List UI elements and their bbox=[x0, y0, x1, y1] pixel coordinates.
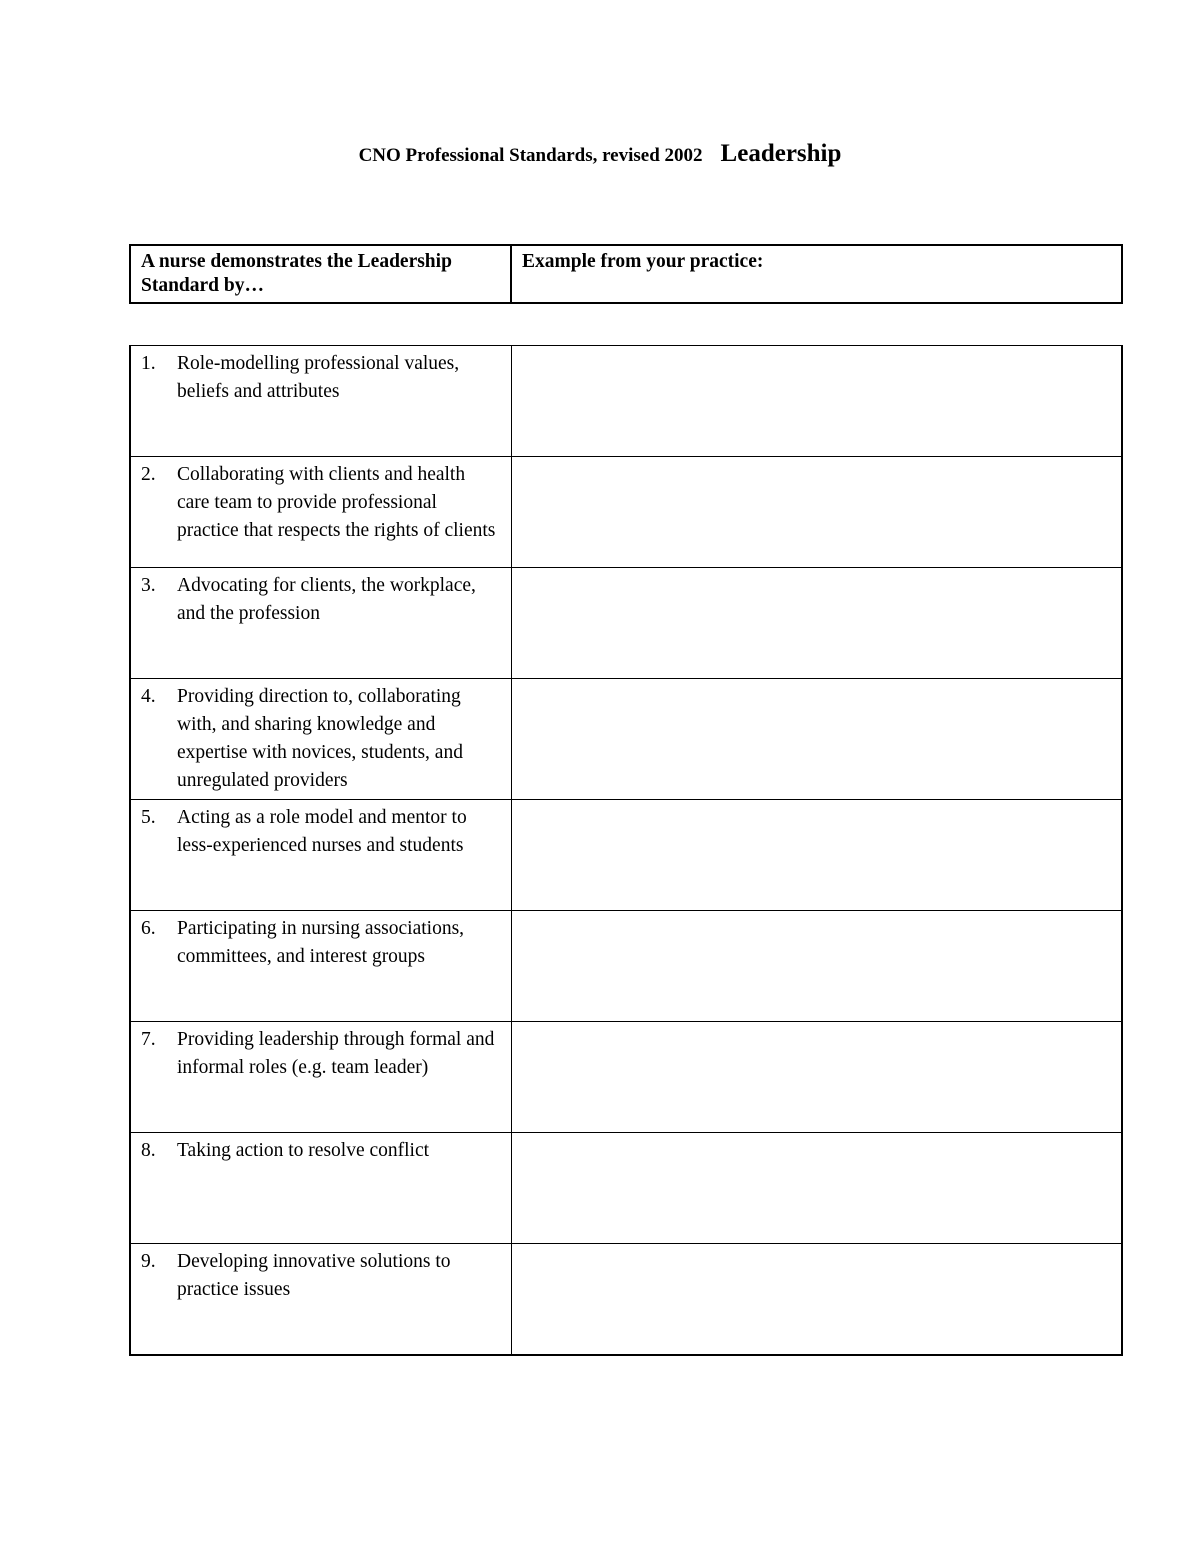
standard-cell bbox=[130, 1022, 511, 1133]
header-row bbox=[130, 245, 1122, 303]
header-table bbox=[129, 244, 1123, 304]
standard-cell bbox=[130, 800, 511, 911]
item-text: Collaborating with clients and health care team to provide professional practice that respects the rights of clients bbox=[177, 464, 496, 541]
example-cell[interactable] bbox=[511, 1244, 1122, 1355]
header-example-cell: Example from your practice: bbox=[511, 245, 1122, 303]
example-cell[interactable] bbox=[511, 800, 1122, 911]
item-number: 5. bbox=[141, 807, 156, 828]
standard-cell bbox=[130, 457, 511, 568]
item-text: Advocating for clients, the workplace, and the profession bbox=[177, 575, 476, 624]
item-text: Providing leadership through formal and informal roles (e.g. team leader) bbox=[177, 1029, 495, 1078]
table-row bbox=[130, 679, 1122, 800]
table-row bbox=[130, 1022, 1122, 1133]
item-text: Developing innovative solutions to practice issues bbox=[177, 1251, 451, 1300]
page-title bbox=[0, 140, 1200, 168]
table-row bbox=[130, 1244, 1122, 1355]
item-number: 9. bbox=[141, 1251, 156, 1272]
example-cell[interactable] bbox=[511, 1133, 1122, 1244]
example-cell[interactable] bbox=[511, 679, 1122, 800]
item-text: Participating in nursing associations, committees, and interest groups bbox=[177, 918, 465, 967]
item-number: 4. bbox=[141, 686, 156, 707]
table-row bbox=[130, 346, 1122, 457]
example-cell[interactable] bbox=[511, 346, 1122, 457]
item-text: Acting as a role model and mentor to less-experienced nurses and students bbox=[177, 807, 467, 856]
item-text: Providing direction to, collaborating with, and sharing knowledge and expertise with novices, students, and unregulated providers bbox=[177, 686, 463, 791]
example-cell[interactable] bbox=[511, 911, 1122, 1022]
table-row bbox=[130, 800, 1122, 911]
standard-cell bbox=[130, 346, 511, 457]
standards-table bbox=[129, 345, 1123, 1356]
table-row bbox=[130, 568, 1122, 679]
example-cell[interactable] bbox=[511, 1022, 1122, 1133]
item-number: 6. bbox=[141, 918, 156, 939]
standard-cell bbox=[130, 911, 511, 1022]
standards-table-body bbox=[130, 346, 1122, 1355]
page-main-title: Leadership bbox=[720, 140, 842, 167]
table-row bbox=[130, 457, 1122, 568]
item-text: Taking action to resolve conflict bbox=[177, 1140, 430, 1161]
item-number: 8. bbox=[141, 1140, 156, 1161]
item-number: 1. bbox=[141, 353, 156, 374]
standard-cell bbox=[130, 679, 511, 800]
table-row bbox=[130, 911, 1122, 1022]
standard-cell bbox=[130, 1133, 511, 1244]
page-subtitle: CNO Professional Standards, revised 2002 bbox=[358, 145, 703, 166]
item-number: 2. bbox=[141, 464, 156, 485]
item-number: 7. bbox=[141, 1029, 156, 1050]
item-text: Role-modelling professional values, beliefs and attributes bbox=[177, 353, 460, 402]
example-cell[interactable] bbox=[511, 457, 1122, 568]
standard-cell bbox=[130, 568, 511, 679]
standard-cell bbox=[130, 1244, 511, 1355]
header-standard-cell: A nurse demonstrates the Leadership Standard by… bbox=[130, 245, 511, 303]
item-number: 3. bbox=[141, 575, 156, 596]
example-cell[interactable] bbox=[511, 568, 1122, 679]
table-row bbox=[130, 1133, 1122, 1244]
